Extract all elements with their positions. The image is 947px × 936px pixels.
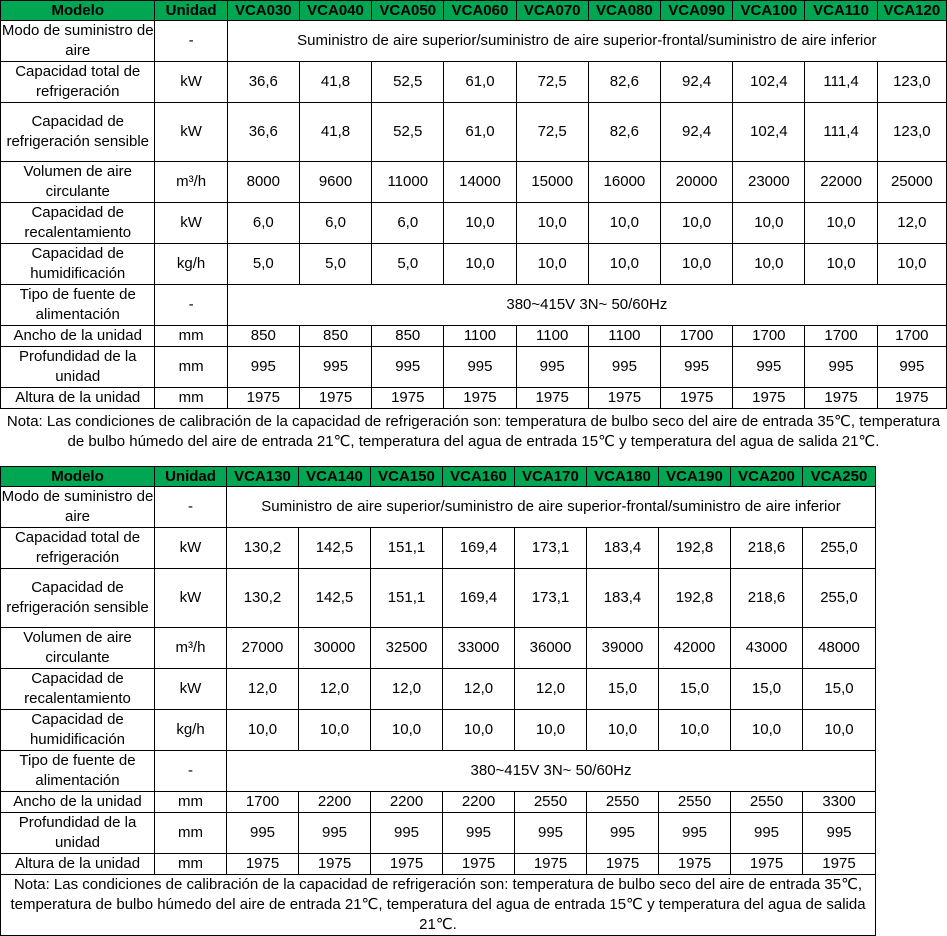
header-model-code: VCA170: [515, 467, 587, 487]
cell-value: 30000: [299, 628, 371, 669]
cell-value: 10,0: [803, 710, 876, 751]
table-row: [1, 813, 876, 854]
row-label: Altura de la unidad: [1, 854, 155, 875]
header-model-code: VCA050: [372, 1, 444, 21]
cell-value: 151,1: [371, 569, 443, 628]
cell-value: 12,0: [227, 669, 299, 710]
table-row: [1, 162, 947, 203]
spanned-value: Suministro de aire superior/suministro de aire superior-frontal/suministro de aire inferior: [227, 21, 946, 62]
cell-value: 1100: [516, 326, 588, 347]
cell-value: 102,4: [733, 62, 805, 103]
cell-value: 1700: [661, 326, 733, 347]
header-model-code: VCA110: [805, 1, 877, 21]
header-model-code: VCA070: [516, 1, 588, 21]
cell-value: 111,4: [805, 103, 877, 162]
table-row: [1, 854, 876, 875]
row-unit: -: [155, 487, 227, 528]
cell-value: 2200: [443, 792, 515, 813]
cell-value: 10,0: [659, 710, 731, 751]
cell-value: 2550: [731, 792, 803, 813]
row-unit: m³/h: [155, 162, 227, 203]
cell-value: 151,1: [371, 528, 443, 569]
row-label: Profundidad de la unidad: [1, 347, 155, 388]
row-unit: -: [155, 285, 227, 326]
cell-value: 10,0: [588, 244, 660, 285]
row-label: Volumen de aire circulante: [1, 162, 155, 203]
cell-value: 218,6: [731, 569, 803, 628]
cell-value: 995: [444, 347, 516, 388]
header-model-code: VCA250: [803, 467, 876, 487]
row-unit: kW: [155, 62, 227, 103]
cell-value: 23000: [733, 162, 805, 203]
cell-value: 995: [587, 813, 659, 854]
cell-value: 1975: [733, 388, 805, 409]
cell-value: 10,0: [731, 710, 803, 751]
cell-value: 995: [588, 347, 660, 388]
cell-value: 15,0: [803, 669, 876, 710]
cell-value: 102,4: [733, 103, 805, 162]
cell-value: 12,0: [515, 669, 587, 710]
cell-value: 20000: [661, 162, 733, 203]
cell-value: 995: [516, 347, 588, 388]
cell-value: 10,0: [444, 244, 516, 285]
row-unit: mm: [155, 792, 227, 813]
cell-value: 10,0: [516, 244, 588, 285]
cell-value: 5,0: [227, 244, 299, 285]
table-row: [1, 203, 947, 244]
row-unit: mm: [155, 326, 227, 347]
cell-value: 72,5: [516, 62, 588, 103]
cell-value: 1975: [299, 388, 371, 409]
row-unit: kW: [155, 528, 227, 569]
table-row: [1, 528, 876, 569]
cell-value: 10,0: [661, 203, 733, 244]
cell-value: 10,0: [588, 203, 660, 244]
row-unit: mm: [155, 813, 227, 854]
cell-value: 130,2: [227, 528, 299, 569]
spanned-value: 380~415V 3N~ 50/60Hz: [227, 285, 946, 326]
cell-value: 2550: [515, 792, 587, 813]
cell-value: 850: [227, 326, 299, 347]
cell-value: 22000: [805, 162, 877, 203]
cell-value: 10,0: [661, 244, 733, 285]
cell-value: 130,2: [227, 569, 299, 628]
cell-value: 10,0: [805, 244, 877, 285]
cell-value: 12,0: [877, 203, 946, 244]
cell-value: 92,4: [661, 62, 733, 103]
header-model-code: VCA090: [661, 1, 733, 21]
cell-value: 995: [227, 347, 299, 388]
cell-value: 183,4: [587, 528, 659, 569]
cell-value: 15,0: [587, 669, 659, 710]
table-row: [1, 21, 947, 62]
row-unit: -: [155, 21, 227, 62]
cell-value: 6,0: [299, 203, 371, 244]
row-label: Capacidad de recalentamiento: [1, 669, 155, 710]
cell-value: 1975: [227, 388, 299, 409]
row-label: Capacidad de refrigeración sensible: [1, 103, 155, 162]
cell-value: 11000: [372, 162, 444, 203]
row-label: Capacidad de recalentamiento: [1, 203, 155, 244]
row-label: Volumen de aire circulante: [1, 628, 155, 669]
table-row: [1, 569, 876, 628]
header-model-code: VCA140: [299, 467, 371, 487]
row-label: Modo de suministro de aire: [1, 487, 155, 528]
cell-value: 183,4: [587, 569, 659, 628]
cell-value: 1975: [372, 388, 444, 409]
cell-value: 995: [515, 813, 587, 854]
table-row: [1, 62, 947, 103]
cell-value: 1100: [444, 326, 516, 347]
row-label: Capacidad de humidificación: [1, 710, 155, 751]
cell-value: 1975: [805, 388, 877, 409]
cell-value: 32500: [371, 628, 443, 669]
header-model-code: VCA030: [227, 1, 299, 21]
header-model-code: VCA060: [444, 1, 516, 21]
cell-value: 1975: [661, 388, 733, 409]
cell-value: 995: [443, 813, 515, 854]
cell-value: 123,0: [877, 62, 946, 103]
cell-value: 1700: [805, 326, 877, 347]
cell-value: 850: [372, 326, 444, 347]
cell-value: 111,4: [805, 62, 877, 103]
cell-value: 9600: [299, 162, 371, 203]
header-model-code: VCA150: [371, 467, 443, 487]
cell-value: 192,8: [659, 528, 731, 569]
cell-value: 255,0: [803, 528, 876, 569]
cell-value: 15000: [516, 162, 588, 203]
cell-value: 995: [372, 347, 444, 388]
cell-value: 1975: [444, 388, 516, 409]
cell-value: 39000: [587, 628, 659, 669]
header-model-code: VCA120: [877, 1, 946, 21]
cell-value: 36,6: [227, 62, 299, 103]
cell-value: 10,0: [227, 710, 299, 751]
cell-value: 27000: [227, 628, 299, 669]
header-model-code: VCA100: [733, 1, 805, 21]
row-label: Ancho de la unidad: [1, 792, 155, 813]
row-unit: kg/h: [155, 710, 227, 751]
cell-value: 173,1: [515, 569, 587, 628]
cell-value: 1975: [803, 854, 876, 875]
header-model-code: VCA040: [299, 1, 371, 21]
cell-value: 8000: [227, 162, 299, 203]
cell-value: 52,5: [372, 62, 444, 103]
table-row: [1, 347, 947, 388]
cell-value: 192,8: [659, 569, 731, 628]
cell-value: 1975: [516, 388, 588, 409]
cell-value: 10,0: [299, 710, 371, 751]
cell-value: 15,0: [731, 669, 803, 710]
header-model-code: VCA180: [587, 467, 659, 487]
row-label: Altura de la unidad: [1, 388, 155, 409]
header-model-code: VCA160: [443, 467, 515, 487]
cell-value: 36000: [515, 628, 587, 669]
cell-value: 1975: [299, 854, 371, 875]
table-row: [1, 285, 947, 326]
table-1-note: [0, 393, 947, 466]
cell-value: 5,0: [372, 244, 444, 285]
row-unit: kW: [155, 203, 227, 244]
header-row: [1, 467, 876, 487]
row-label: Profundidad de la unidad: [1, 813, 155, 854]
cell-value: 142,5: [299, 569, 371, 628]
cell-value: 15,0: [659, 669, 731, 710]
cell-value: 61,0: [444, 103, 516, 162]
header-model-code: VCA200: [731, 467, 803, 487]
row-label: Capacidad de refrigeración sensible: [1, 569, 155, 628]
cell-value: 36,6: [227, 103, 299, 162]
header-model-code: VCA190: [659, 467, 731, 487]
row-unit: -: [155, 751, 227, 792]
cell-value: 43000: [731, 628, 803, 669]
row-label: Modo de suministro de aire: [1, 21, 155, 62]
cell-value: 218,6: [731, 528, 803, 569]
cell-value: 2550: [587, 792, 659, 813]
table-row: [1, 792, 876, 813]
cell-value: 10,0: [587, 710, 659, 751]
cell-value: 16000: [588, 162, 660, 203]
row-label: Ancho de la unidad: [1, 326, 155, 347]
cell-value: 12,0: [299, 669, 371, 710]
cell-value: 10,0: [515, 710, 587, 751]
cell-value: 6,0: [372, 203, 444, 244]
row-label: Capacidad total de refrigeración: [1, 528, 155, 569]
cell-value: 1975: [588, 388, 660, 409]
cell-value: 14000: [444, 162, 516, 203]
row-label: Capacidad total de refrigeración: [1, 62, 155, 103]
cell-value: 1100: [588, 326, 660, 347]
cell-value: 1975: [731, 854, 803, 875]
row-unit: kW: [155, 669, 227, 710]
cell-value: 123,0: [877, 103, 946, 162]
cell-value: 1700: [877, 326, 946, 347]
row-unit: kW: [155, 103, 227, 162]
cell-value: 1975: [371, 854, 443, 875]
cell-value: 1975: [227, 854, 299, 875]
note-text: Nota: Las condiciones de calibración de la capacidad de refrigeración son: temperatura de bulbo seco del aire de entrada 35℃, temperatura de bulbo húmedo del aire de entrada 21℃, temperatura del agua de entrada 15℃ y temperatura del agua de salida 21℃.: [6, 412, 941, 450]
cell-value: 10,0: [443, 710, 515, 751]
header-model-code: VCA130: [227, 467, 299, 487]
cell-value: 1700: [227, 792, 299, 813]
cell-value: 169,4: [443, 569, 515, 628]
header-unit: Unidad: [155, 1, 227, 21]
cell-value: 995: [877, 347, 946, 388]
cell-value: 12,0: [371, 669, 443, 710]
spec-table-1: [0, 0, 947, 409]
row-unit: mm: [155, 854, 227, 875]
header-row: [1, 1, 947, 21]
row-unit: mm: [155, 347, 227, 388]
cell-value: 5,0: [299, 244, 371, 285]
cell-value: 33000: [443, 628, 515, 669]
table-2-note: Nota: Las condiciones de calibración de la capacidad de refrigeración son: temperatura de bulbo seco del aire de entrada 35℃, temperatura de bulbo húmedo del aire de entrada 21℃, temperatura del agua de entrada 15℃ y temperatura del agua de salida 21℃.: [1, 875, 876, 936]
cell-value: 1975: [443, 854, 515, 875]
cell-value: 995: [805, 347, 877, 388]
cell-value: 169,4: [443, 528, 515, 569]
cell-value: 995: [731, 813, 803, 854]
cell-value: 72,5: [516, 103, 588, 162]
table-row: [1, 326, 947, 347]
cell-value: 1700: [733, 326, 805, 347]
cell-value: 52,5: [372, 103, 444, 162]
row-label: Tipo de fuente de alimentación: [1, 751, 155, 792]
cell-value: 10,0: [733, 203, 805, 244]
cell-value: 1975: [515, 854, 587, 875]
cell-value: 995: [371, 813, 443, 854]
cell-value: 10,0: [877, 244, 946, 285]
cell-value: 6,0: [227, 203, 299, 244]
cell-value: 1975: [659, 854, 731, 875]
table-row: [1, 751, 876, 792]
cell-value: 173,1: [515, 528, 587, 569]
cell-value: 995: [803, 813, 876, 854]
cell-value: 10,0: [444, 203, 516, 244]
cell-value: 995: [661, 347, 733, 388]
cell-value: 2200: [371, 792, 443, 813]
cell-value: 41,8: [299, 62, 371, 103]
cell-value: 10,0: [733, 244, 805, 285]
cell-value: 995: [733, 347, 805, 388]
header-model-code: VCA080: [588, 1, 660, 21]
row-label: Tipo de fuente de alimentación: [1, 285, 155, 326]
cell-value: 2200: [299, 792, 371, 813]
table-row: [1, 669, 876, 710]
row-unit: mm: [155, 388, 227, 409]
note-row: [1, 875, 876, 936]
spec-table-2: [0, 466, 876, 936]
cell-value: 995: [227, 813, 299, 854]
cell-value: 10,0: [516, 203, 588, 244]
header-model: Modelo: [1, 1, 155, 21]
row-unit: m³/h: [155, 628, 227, 669]
cell-value: 48000: [803, 628, 876, 669]
row-unit: kg/h: [155, 244, 227, 285]
header-unit: Unidad: [155, 467, 227, 487]
cell-value: 25000: [877, 162, 946, 203]
cell-value: 3300: [803, 792, 876, 813]
table-row: [1, 244, 947, 285]
cell-value: 82,6: [588, 103, 660, 162]
cell-value: 12,0: [443, 669, 515, 710]
header-model: Modelo: [1, 467, 155, 487]
cell-value: 42000: [659, 628, 731, 669]
cell-value: 82,6: [588, 62, 660, 103]
table-row: [1, 628, 876, 669]
row-unit: kW: [155, 569, 227, 628]
cell-value: 1975: [587, 854, 659, 875]
spanned-value: 380~415V 3N~ 50/60Hz: [227, 751, 876, 792]
cell-value: 850: [299, 326, 371, 347]
row-label: Capacidad de humidificación: [1, 244, 155, 285]
spanned-value: Suministro de aire superior/suministro de aire superior-frontal/suministro de aire inferior: [227, 487, 876, 528]
cell-value: 995: [659, 813, 731, 854]
table-row: [1, 710, 876, 751]
cell-value: 1975: [877, 388, 946, 409]
cell-value: 255,0: [803, 569, 876, 628]
cell-value: 995: [299, 813, 371, 854]
cell-value: 10,0: [805, 203, 877, 244]
cell-value: 2550: [659, 792, 731, 813]
cell-value: 10,0: [371, 710, 443, 751]
table-row: [1, 487, 876, 528]
cell-value: 995: [299, 347, 371, 388]
table-row: [1, 103, 947, 162]
cell-value: 92,4: [661, 103, 733, 162]
cell-value: 41,8: [299, 103, 371, 162]
cell-value: 61,0: [444, 62, 516, 103]
cell-value: 142,5: [299, 528, 371, 569]
